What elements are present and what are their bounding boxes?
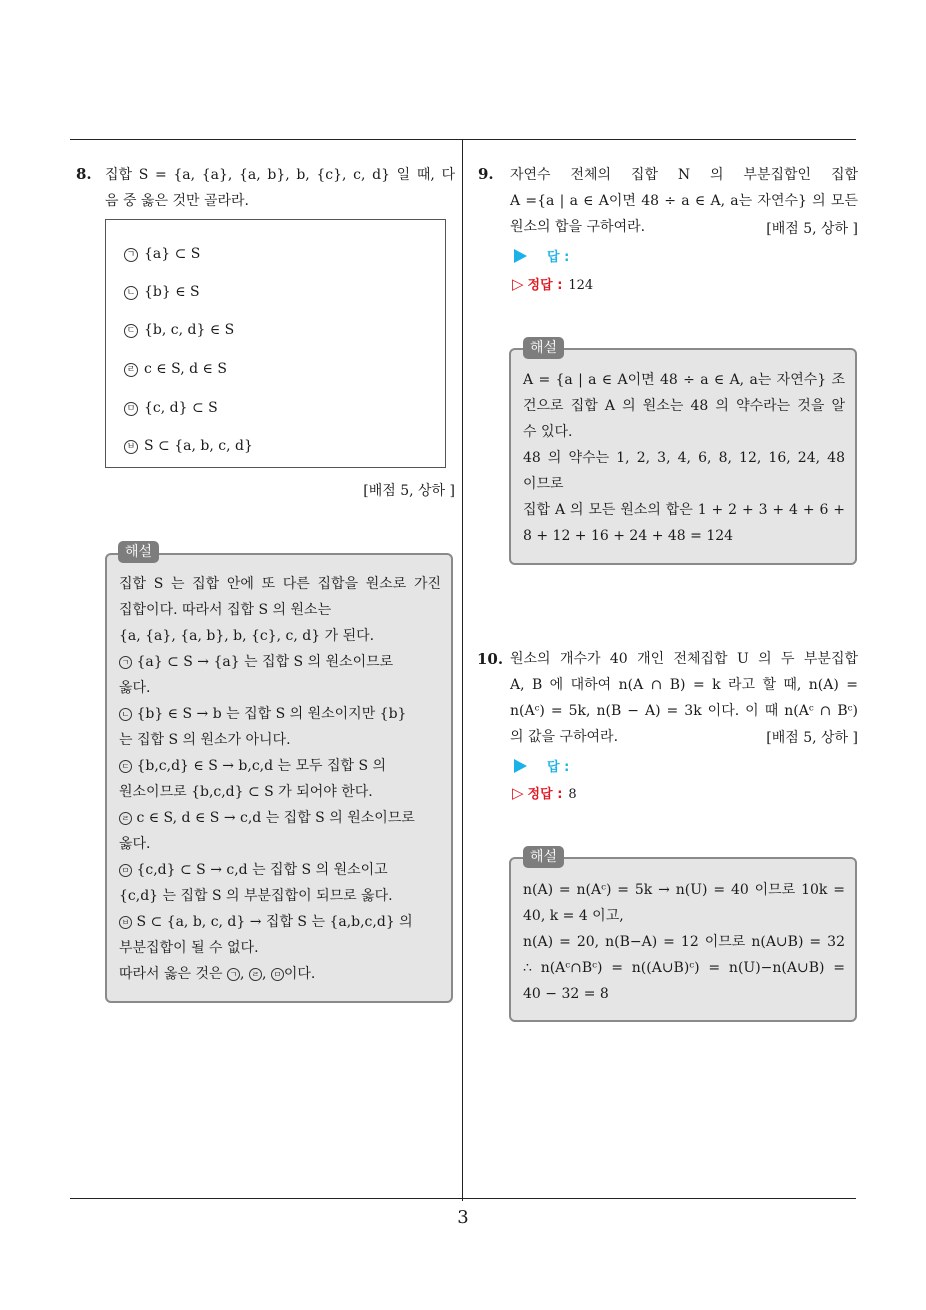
question-10-solution-text: [523, 877, 845, 1007]
solution-mark: ㅁ: [119, 864, 132, 877]
solution-line: 48 의 약수는 1, 2, 3, 4, 6, 8, 12, 16, 24, 48: [523, 450, 845, 466]
solution-line-text: {b,c,d} ∈ S → b,c,d 는 모두 집합 S 의: [136, 758, 387, 774]
play-icon: [514, 249, 527, 263]
choice-item: [124, 284, 200, 300]
solution-line: n(A) = 20, n(B−A) = 12 이므로 n(A∪B) = 32: [523, 934, 845, 950]
solution-line: 는 집합 S 의 원소가 아니다.: [119, 732, 291, 748]
choice-mark: ㅁ: [124, 402, 138, 416]
solution-line: 40, k = 4 이고,: [523, 908, 624, 924]
choice-item: [124, 361, 227, 377]
choice-item: [124, 400, 218, 416]
question-9-stem-line: 자연수 전체의 집합 N 의 부분집합인 집합: [510, 167, 858, 183]
outline-triangle-icon: ▷: [512, 784, 524, 802]
solution-line: 집합 S 는 집합 안에 또 다른 집합을 원소로 가진: [119, 576, 441, 592]
question-8-stem: [105, 162, 455, 214]
solution-line: 이므로: [523, 476, 564, 492]
solution-mark: ㄹ: [249, 968, 262, 981]
solution-line: ∴ n(Aᶜ∩Bᶜ) = n((A∪B)ᶜ) = n(U)−n(A∪B) =: [523, 960, 845, 976]
bottom-rule: [70, 1198, 856, 1199]
choice-text: {a} ⊂ S: [144, 246, 201, 262]
question-10-solution-box: [509, 857, 857, 1022]
solution-mark: ㄹ: [119, 812, 132, 825]
choice-text: {b} ∈ S: [144, 284, 200, 300]
solution-line: 집합 A 의 모든 원소의 합은 1 + 2 + 3 + 4 + 6 +: [523, 502, 845, 518]
solution-line: {a, {a}, {a, b}, b, {c}, c, d} 가 된다.: [119, 628, 375, 644]
solution-line-text: c ∈ S, d ∈ S → c,d 는 집합 S 의 원소이므로: [136, 810, 415, 826]
question-8-stem-line: 집합 S = {a, {a}, {a, b}, b, {c}, c, d} 일 때, 다: [105, 167, 455, 183]
page-number: 3: [457, 1207, 469, 1228]
solution-line: [119, 701, 441, 727]
solution-line: 원소이므로 {b,c,d} ⊂ S 가 되어야 한다.: [119, 784, 373, 800]
solution-mark: ㅂ: [119, 916, 132, 929]
choice-text: c ∈ S, d ∈ S: [144, 361, 227, 377]
question-8-solution-box: [105, 553, 453, 1003]
solution-mark: ㄱ: [119, 656, 132, 669]
solution-line: [119, 909, 441, 935]
solution-line-text: 따라서 옳은 것은: [119, 966, 223, 982]
question-9-solution-text: [523, 367, 845, 549]
answer-label: 답 :: [547, 760, 570, 775]
question-8-choices-box: [105, 219, 446, 468]
question-8-stem-line: 음 중 옳은 것만 골라라.: [105, 193, 249, 209]
choice-mark: ㄴ: [124, 286, 138, 300]
solution-mark: ㄴ: [119, 708, 132, 721]
question-10-stem-line: 원소의 개수가 40 개인 전체집합 U 의 두 부분집합: [510, 651, 858, 667]
solution-line: 따라서 옳은 것은 ㄱ , ㄹ , ㅁ 이다.: [119, 966, 316, 982]
question-9-stem-line: 원소의 합을 구하여라.: [510, 219, 646, 235]
choice-item: [124, 322, 234, 338]
solution-line-text: {b} ∈ S → b 는 집합 S 의 원소이지만 {b}: [136, 706, 407, 722]
choice-mark: ㄷ: [124, 324, 138, 338]
question-9-solution-tag: 해설: [523, 337, 564, 359]
question-10-stem-line: A, B 에 대하여 n(A ∩ B) = k 라고 할 때, n(A) =: [510, 677, 858, 693]
answer-label: 답 :: [547, 250, 570, 265]
top-rule: [70, 139, 856, 140]
choice-text: S ⊂ {a, b, c, d}: [144, 438, 253, 454]
choice-item: [124, 438, 253, 454]
solution-line: n(A) = n(Aᶜ) = 5k → n(U) = 40 이므로 10k =: [523, 882, 845, 898]
choice-text: {c, d} ⊂ S: [144, 400, 218, 416]
solution-line: [119, 753, 441, 779]
solution-line: 부분집합이 될 수 없다.: [119, 940, 259, 956]
question-10-number: 10.: [477, 650, 504, 668]
solution-line-text: S ⊂ {a, b, c, d} → 집합 S 는 {a,b,c,d} 의: [136, 914, 413, 930]
question-10-stem-line: 의 값을 구하여라.: [510, 729, 619, 745]
question-9-number: 9.: [478, 165, 494, 183]
question-10-solution-tag: 해설: [523, 846, 564, 868]
solution-line-text: {a} ⊂ S → {a} 는 집합 S 의 원소이므로: [136, 654, 394, 670]
outline-triangle-icon: ▷: [512, 275, 524, 293]
choice-mark: ㅂ: [124, 440, 138, 454]
solution-line: 옳다.: [119, 680, 151, 696]
play-icon: [514, 759, 527, 773]
question-10-points: [배점 5, 상하 ]: [766, 730, 858, 746]
correct-label: 정답 :: [527, 787, 563, 802]
solution-line: {c,d} 는 집합 S 의 부분집합이 되므로 옳다.: [119, 888, 393, 904]
solution-line-text: 이다.: [283, 966, 316, 982]
solution-line: A = {a | a ∈ A이면 48 ÷ a ∈ A, a는 자연수} 조: [523, 372, 845, 388]
question-8-solution-text: [119, 571, 441, 987]
correct-value: 8: [568, 787, 577, 802]
choice-mark: ㄱ: [124, 248, 138, 262]
solution-line: 40 − 32 = 8: [523, 986, 609, 1002]
choice-mark: ㄹ: [124, 363, 138, 377]
solution-line: [119, 857, 441, 883]
solution-line: [119, 649, 441, 675]
solution-mark: ㄷ: [119, 760, 132, 773]
question-9-correct-line: [512, 274, 593, 293]
question-9-solution-box: [509, 348, 857, 565]
question-8-points: [배점 5, 상하 ]: [363, 483, 455, 499]
solution-mark: ㄱ: [227, 968, 240, 981]
question-9-points: [배점 5, 상하 ]: [766, 221, 858, 237]
question-10-stem-line: n(Aᶜ) = 5k, n(B − A) = 3k 이다. 이 때 n(Aᶜ ∩ Bᶜ): [510, 703, 858, 719]
solution-line: [119, 805, 441, 831]
solution-line: 8 + 12 + 16 + 24 + 48 = 124: [523, 528, 734, 544]
choice-item: [124, 246, 200, 262]
question-9-stem-line: A ={a | a ∈ A이면 48 ÷ a ∈ A, a는 자연수} 의 모든: [510, 193, 858, 209]
solution-mark: ㅁ: [271, 968, 284, 981]
question-9-answer-line: [514, 246, 569, 265]
solution-line: 수 있다.: [523, 424, 573, 440]
solution-line: 옳다.: [119, 836, 151, 852]
question-8-number: 8.: [76, 165, 92, 183]
choice-text: {b, c, d} ∈ S: [144, 322, 235, 338]
solution-line: 건으로 집합 A 의 원소는 48 의 약수라는 것을 알: [523, 398, 845, 414]
question-10-answer-line: [514, 756, 569, 775]
correct-label: 정답 :: [527, 278, 563, 293]
column-divider: [462, 139, 463, 1201]
question-10-correct-line: [512, 783, 577, 802]
solution-line: 집합이다. 따라서 집합 S 의 원소는: [119, 602, 332, 618]
correct-value: 124: [568, 278, 594, 293]
solution-line-text: {c,d} ⊂ S → c,d 는 집합 S 의 원소이고: [136, 862, 388, 878]
question-8-solution-tag: 해설: [118, 541, 159, 563]
